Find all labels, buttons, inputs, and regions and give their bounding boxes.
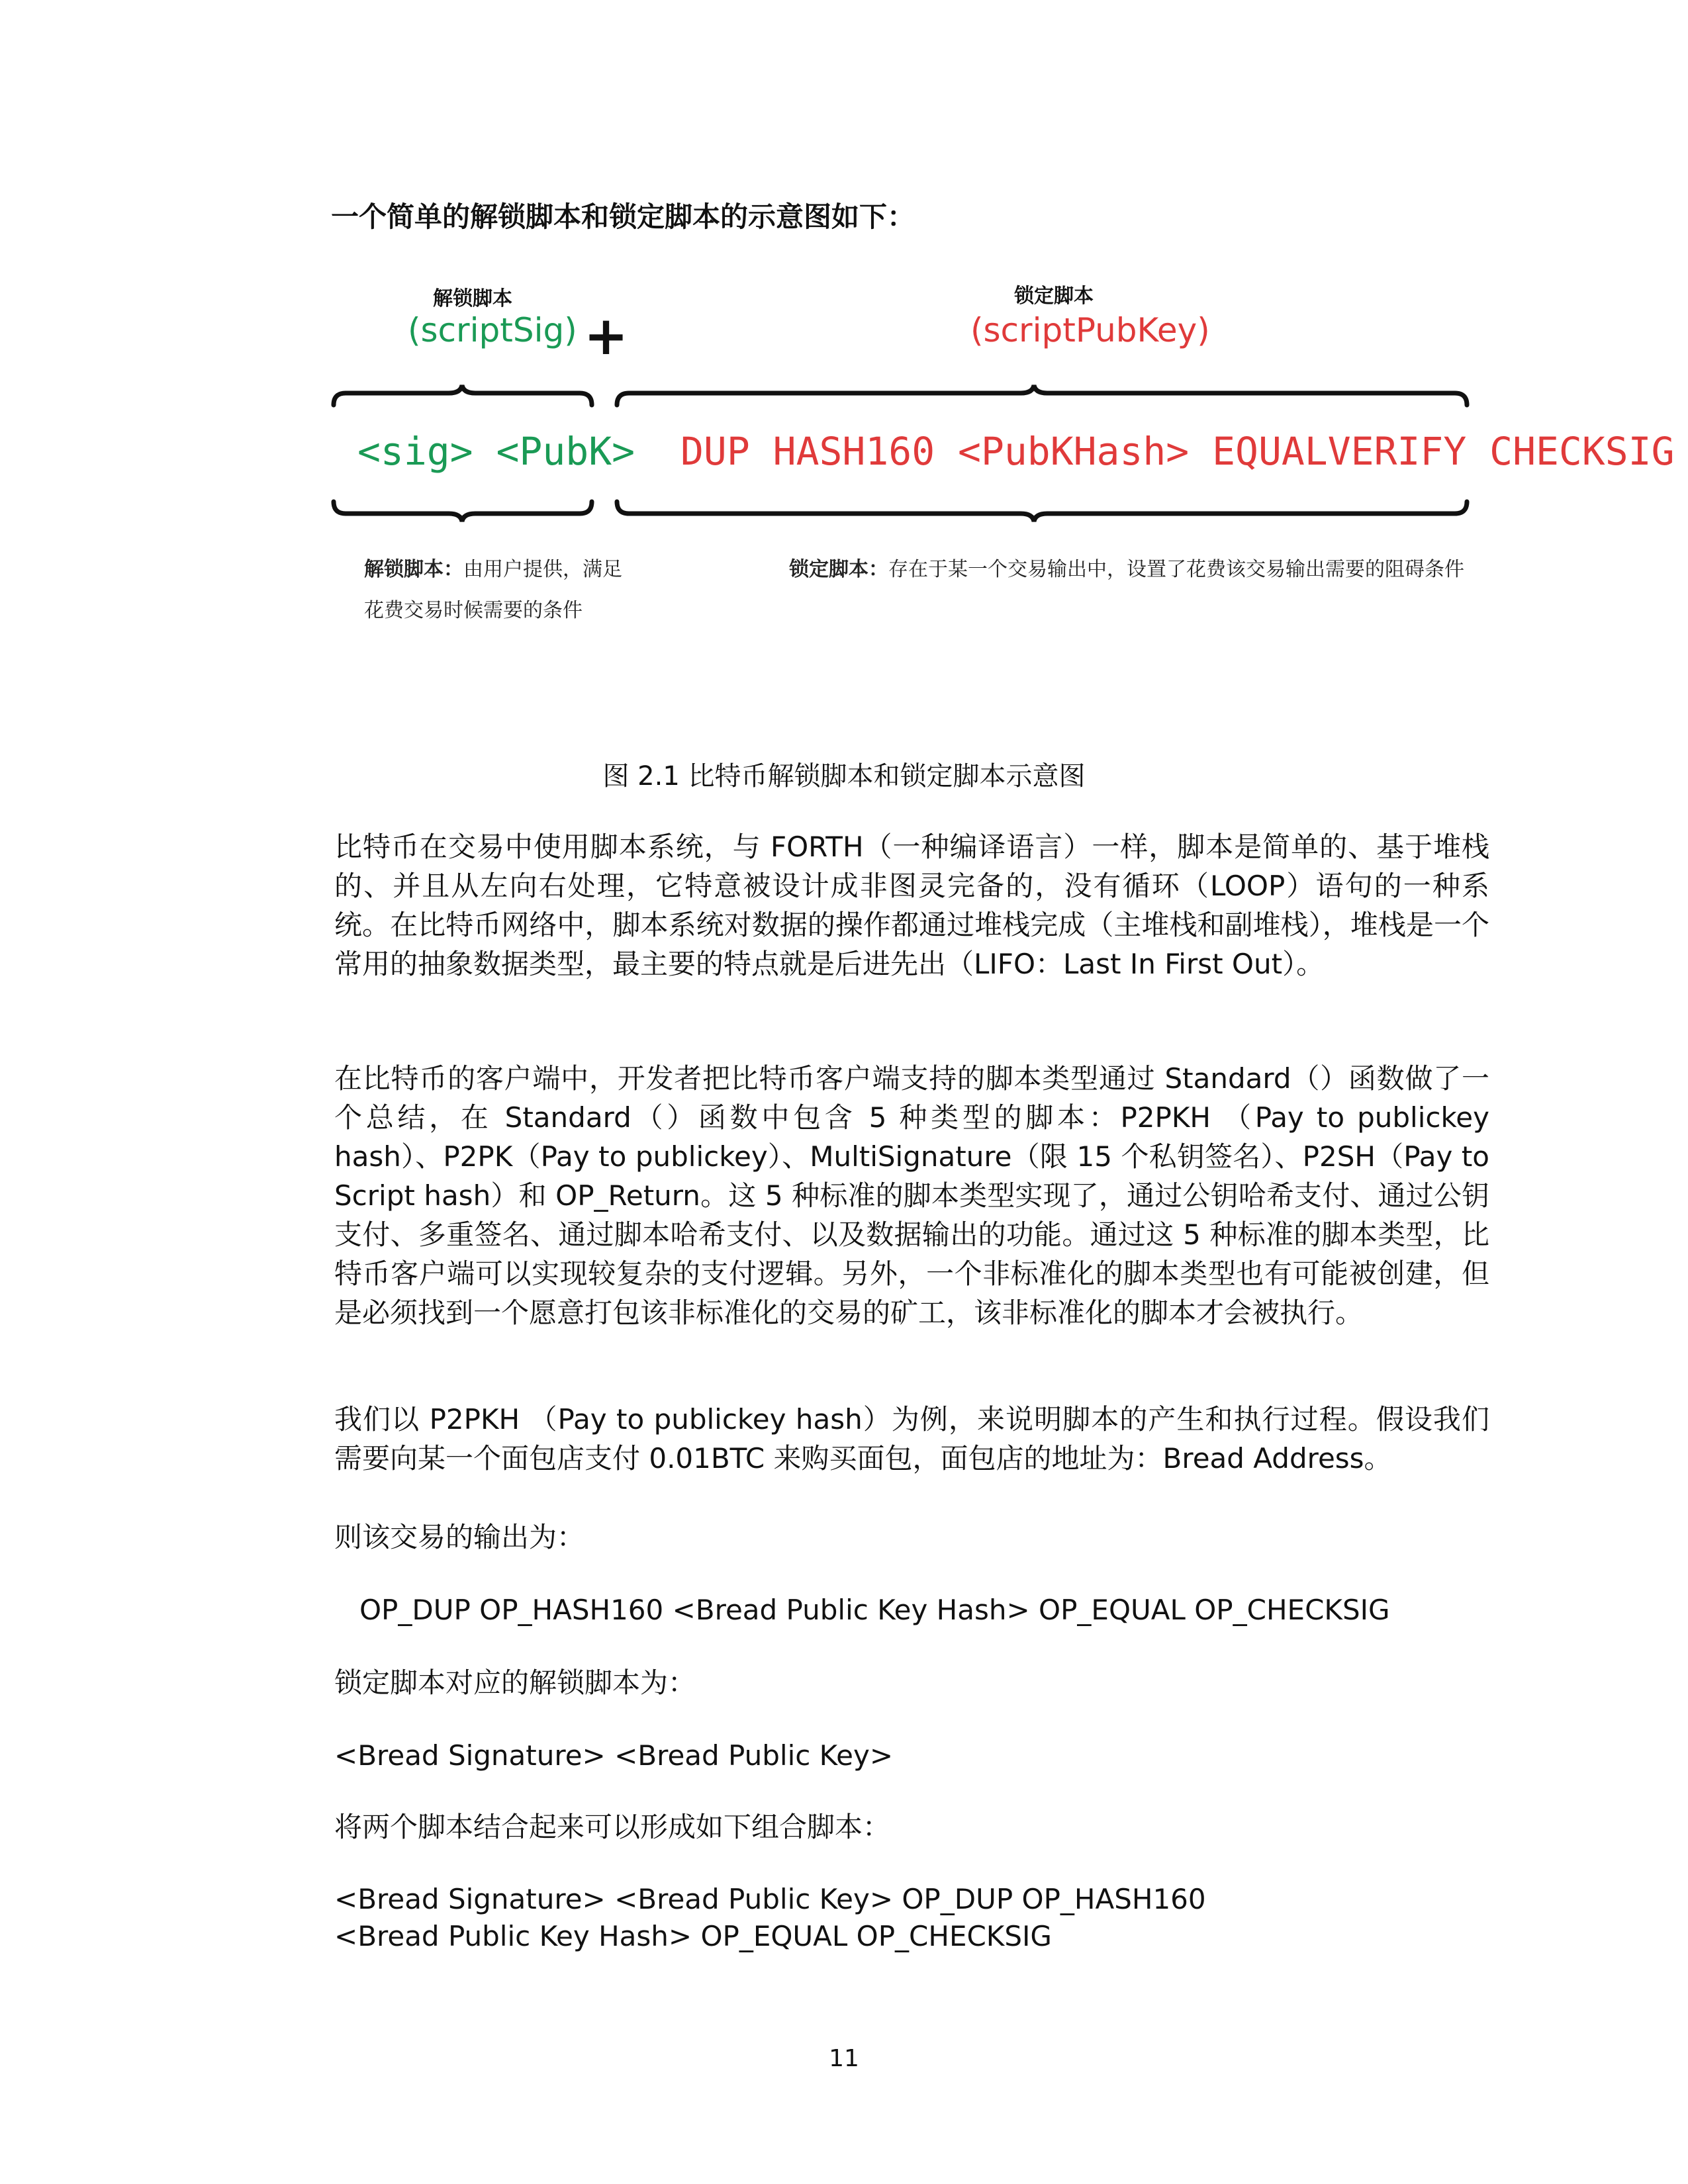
unlock-top-brace [331,384,596,410]
combined-script-line2: <Bread Public Key Hash> OP_EQUAL OP_CHECKSIG [334,1920,1052,1952]
paragraph-1: 比特币在交易中使用脚本系统，与 FORTH（一种编译语言）一样，脚本是简单的、基于堆栈的、并且从左向右处理，它特意被设计成非图灵完备的，没有循环（LOOP）语句的一种系统。在比特币网络中，脚本系统对数据的操作都通过堆栈完成（主堆栈和副堆栈），堆栈是一个常用的抽象数据类型，最主要的特点就是后进先出（LIFO：Last In First Out）。 [334,831,1489,980]
plus-sign: + [584,305,629,367]
script-diagram [318,265,1675,662]
figure-caption: 图 2.1 比特币解锁脚本和锁定脚本示意图 [602,761,1086,792]
lock-top-brace [614,384,1475,410]
unlock-title: 解锁脚本 [433,287,512,310]
output-script: OP_DUP OP_HASH160 <Bread Public Key Hash> OP_EQUAL OP_CHECKSIG [359,1594,1390,1626]
combined-script-line1: <Bread Signature> <Bread Public Key> OP_DUP OP_HASH160 [334,1883,1206,1915]
unlock-note-line1: 由用户提供，满足 [463,558,622,581]
lock-script-tokens: DUP HASH160 <PubKHash> EQUALVERIFY CHECKSIG [680,429,1675,474]
unlock-note [364,549,622,631]
unlock-name: (scriptSig) [408,311,577,349]
unlock-script-tokens: <sig> <PubK> [357,429,635,474]
lock-name: (scriptPubKey) [970,311,1210,349]
paragraph-2: 在比特币的客户端中，开发者把比特币客户端支持的脚本类型通过 Standard（）函数做了一个总结，在 Standard（）函数中包含 5 种类型的脚本：P2PKH （Pay to publickey hash）、P2PK（Pay to publickey）、MultiSignature（限 15 个私钥签名）、P2SH（Pay to Script hash）和 OP_Return。这 5 种标准的脚本类型实现了，通过公钥哈希支付、通过公钥支付、多重签名、通过脚本哈希支付、以及数据输出的功能。通过这 5 种标准的脚本类型，比特币客户端可以实现较复杂的支付逻辑。另外，一个非标准化的脚本类型也有可能被创建，但是必须找到一个愿意打包该非标准化的交易的矿工，该非标准化的脚本才会被执行。 [334,1062,1489,1329]
output-label: 则该交易的输出为： [334,1521,585,1553]
unlock-script-code: <Bread Signature> <Bread Public Key> [334,1739,894,1772]
unlock-note-line2: 花费交易时候需要的条件 [364,599,583,622]
intro-heading: 一个简单的解锁脚本和锁定脚本的示意图如下： [331,201,915,233]
paragraph-3: 我们以 P2PKH （Pay to publickey hash）为例，来说明脚本的产生和执行过程。假设我们需要向某一个面包店支付 0.01BTC 来购买面包，面包店的地址为：Bread Address。 [334,1403,1489,1475]
lock-note-text: 存在于某一个交易输出中，设置了花费该交易输出需要的阻碍条件 [888,558,1464,581]
page-number: 11 [829,2045,859,2072]
lock-bottom-brace [614,498,1475,524]
unlock-bottom-brace [331,498,596,524]
lock-note [789,549,1464,590]
unlock-note-label: 解锁脚本： [364,558,463,581]
combined-script-label: 将两个脚本结合起来可以形成如下组合脚本： [334,1811,891,1843]
unlock-script-label: 锁定脚本对应的解锁脚本为： [334,1666,696,1699]
lock-title: 锁定脚本 [1014,285,1094,308]
lock-note-label: 锁定脚本： [789,558,888,581]
